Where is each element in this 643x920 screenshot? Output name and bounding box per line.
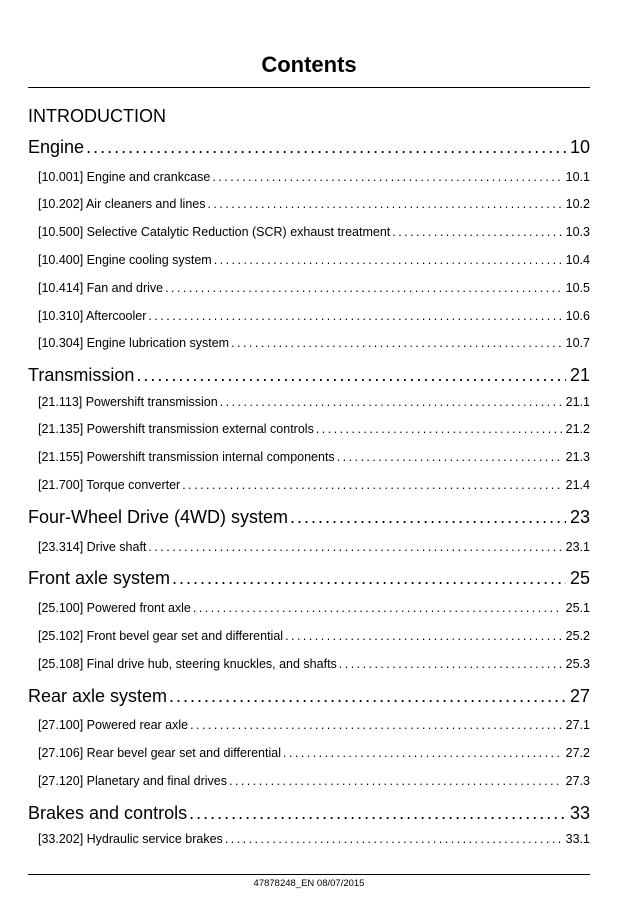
toc-entry-page: 27.3 [565, 774, 590, 788]
toc-entry-label: [25.100] Powered front axle [38, 601, 191, 615]
toc-entry-label: [10.400] Engine cooling system [38, 253, 212, 267]
dot-leader [220, 395, 562, 409]
toc-entry[interactable] [38, 718, 590, 734]
dot-leader [285, 629, 562, 643]
toc-entry-page: 25.2 [565, 629, 590, 643]
toc-entry[interactable] [38, 197, 590, 213]
toc-section-title: Engine [28, 137, 85, 157]
toc-entry[interactable] [38, 450, 590, 466]
dot-leader [172, 568, 566, 589]
toc-section-front-axle[interactable] [28, 568, 590, 590]
toc-entry[interactable] [38, 746, 590, 762]
dot-leader [339, 657, 562, 671]
toc-entry-page: 10.6 [565, 309, 590, 323]
dot-leader [214, 253, 562, 267]
dot-leader [165, 281, 562, 295]
dot-leader [148, 309, 561, 323]
toc-entry-label: [25.102] Front bevel gear set and differential [38, 629, 284, 643]
dot-leader [190, 718, 562, 732]
toc-entry-page: 21.3 [565, 450, 590, 464]
toc-entry-label: [10.202] Air cleaners and lines [38, 197, 206, 211]
dot-leader [189, 803, 566, 824]
toc-entry-page: 10.3 [565, 225, 590, 239]
dot-leader [290, 507, 566, 528]
toc-entry-label: [25.108] Final drive hub, steering knuckles, and shafts [38, 657, 337, 671]
toc-entry-page: 21.4 [565, 478, 590, 492]
toc-entry-label: [27.106] Rear bevel gear set and differential [38, 746, 281, 760]
toc-entry-label: [27.100] Powered rear axle [38, 718, 189, 732]
toc-entry-page: 25.1 [565, 601, 590, 615]
toc-page-number: 27 [569, 686, 590, 706]
toc-section-brakes[interactable] [28, 803, 590, 825]
page-title: Contents [261, 52, 357, 77]
dot-leader [229, 774, 562, 788]
toc-entry[interactable] [38, 422, 590, 438]
toc-section-title: Front axle system [28, 568, 171, 588]
toc-entry-page: 10.2 [565, 197, 590, 211]
dot-leader [207, 197, 561, 211]
toc-entry-label: [10.310] Aftercooler [38, 309, 147, 323]
dot-leader [283, 746, 562, 760]
toc-entry[interactable] [38, 253, 590, 269]
toc-entry-label: [23.314] Drive shaft [38, 540, 147, 554]
toc-section-title: Transmission [28, 365, 135, 385]
toc-entry[interactable] [38, 336, 590, 352]
toc-entry-page: 27.1 [565, 718, 590, 732]
toc-entry[interactable] [38, 774, 590, 790]
dot-leader [316, 422, 562, 436]
dot-leader [337, 450, 562, 464]
toc-entry[interactable] [38, 601, 590, 617]
toc-entry[interactable] [38, 657, 590, 673]
dot-leader [182, 478, 561, 492]
toc-entry[interactable] [38, 540, 590, 556]
toc-page-number: 21 [569, 365, 590, 385]
toc-entry-page: 10.7 [565, 336, 590, 350]
toc-entry[interactable] [38, 225, 590, 241]
toc-entry-label: [33.202] Hydraulic service brakes [38, 832, 223, 846]
toc-entry-label: [10.001] Engine and crankcase [38, 170, 211, 184]
toc-section-title: Rear axle system [28, 686, 168, 706]
toc-entry[interactable] [38, 478, 590, 494]
toc-entry-page: 25.3 [565, 657, 590, 671]
toc-entry-label: [10.414] Fan and drive [38, 281, 164, 295]
toc-page-number: 10 [569, 137, 590, 157]
toc-entry[interactable] [38, 832, 590, 848]
toc-entry-label: [21.700] Torque converter [38, 478, 181, 492]
dot-leader [136, 365, 566, 386]
dot-leader [392, 225, 561, 239]
footer-doc-id: 47878248_EN 08/07/2015 [253, 878, 365, 889]
toc-entry-page: 23.1 [565, 540, 590, 554]
toc-section-title: Four-Wheel Drive (4WD) system [28, 507, 289, 527]
toc-section-rear-axle[interactable] [28, 686, 590, 708]
toc-page-number: 23 [569, 507, 590, 527]
footer-rule [28, 874, 590, 875]
toc-entry-label: [21.155] Powershift transmission internal components [38, 450, 335, 464]
dot-leader [169, 686, 566, 707]
introduction-heading: INTRODUCTION [28, 106, 166, 126]
toc-entry-page: 21.2 [565, 422, 590, 436]
dot-leader [86, 137, 566, 158]
dot-leader [225, 832, 562, 846]
dot-leader [193, 601, 562, 615]
toc-entry-label: [10.500] Selective Catalytic Reduction (SCR) exhaust treatment [38, 225, 391, 239]
toc-section-title: Brakes and controls [28, 803, 188, 823]
toc-entry[interactable] [38, 629, 590, 645]
toc-entry[interactable] [38, 170, 590, 186]
toc-entry-page: 33.1 [565, 832, 590, 846]
toc-entry[interactable] [38, 309, 590, 325]
toc-section-4wd[interactable] [28, 507, 590, 529]
toc-entry-page: 10.5 [565, 281, 590, 295]
toc-entry[interactable] [38, 281, 590, 297]
toc-entry-label: [27.120] Planetary and final drives [38, 774, 228, 788]
toc-entry-label: [21.135] Powershift transmission external controls [38, 422, 314, 436]
toc-page-number: 33 [569, 803, 590, 823]
toc-page-number: 25 [569, 568, 590, 588]
dot-leader [212, 170, 561, 184]
toc-entry-page: 27.2 [565, 746, 590, 760]
dot-leader [148, 540, 561, 554]
header-rule [28, 87, 590, 88]
toc-entry[interactable] [38, 395, 590, 411]
toc-entry-page: 10.1 [565, 170, 590, 184]
toc-section-engine[interactable] [28, 137, 590, 159]
toc-entry-label: [21.113] Powershift transmission [38, 395, 218, 409]
toc-entry-label: [10.304] Engine lubrication system [38, 336, 230, 350]
toc-section-transmission[interactable] [28, 365, 590, 387]
toc-entry-page: 21.1 [565, 395, 590, 409]
dot-leader [231, 336, 562, 350]
toc-entry-page: 10.4 [565, 253, 590, 267]
